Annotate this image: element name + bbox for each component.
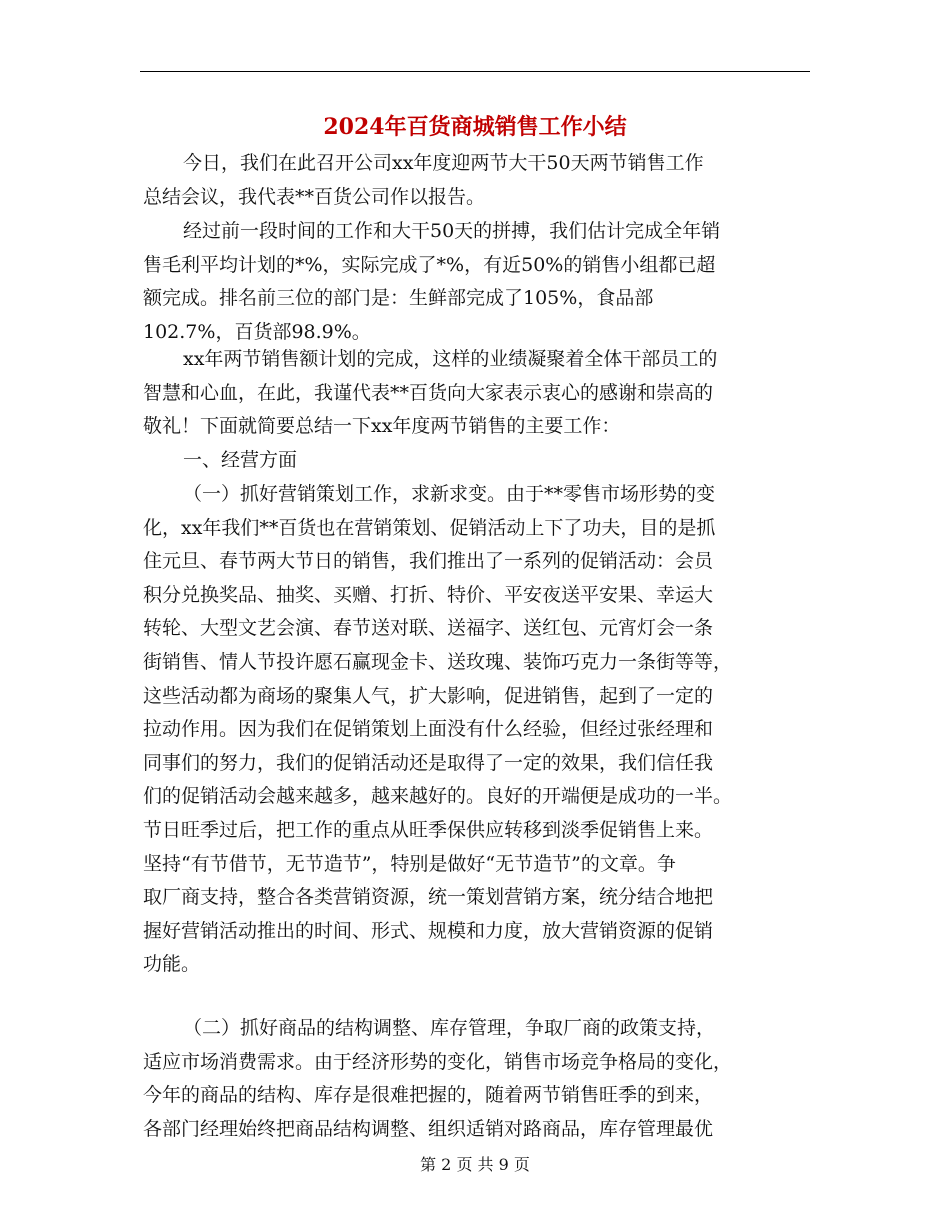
text-line: 坚持“有节借节，无节造节”，特别是做好“无节造节”的文章。争 xyxy=(143,852,676,875)
paragraph-results xyxy=(143,215,809,349)
text-line: 额完成。排名前三位的部门是：生鲜部完成了105%，食品部 xyxy=(143,287,654,310)
text-line: 积分兑换奖品、抽奖、买赠、打折、特价、平安夜送平安果、幸运大 xyxy=(143,583,714,606)
text-line: 102.7%，百货部98.9%。 xyxy=(143,320,371,343)
paragraph-thanks xyxy=(143,343,809,444)
text-line: 同事们的努力，我们的促销活动还是取得了一定的效果，我们信任我 xyxy=(143,751,714,774)
text-line: 这些活动都为商场的聚集人气，扩大影响，促进销售，起到了一定的 xyxy=(143,684,714,707)
text-line: 拉动作用。因为我们在促销策划上面没有什么经验，但经过张经理和 xyxy=(143,718,714,741)
text-line: 街销售、情人节投许愿石赢现金卡、送玫瑰、装饰巧克力一条街等等， xyxy=(143,650,733,673)
text-line: 售毛利平均计划的*%，实际完成了*%，有近50%的销售小组都已超 xyxy=(143,253,716,276)
text-line: 住元旦、春节两大节日的销售，我们推出了一系列的促销活动：会员 xyxy=(143,550,714,573)
paragraph-merchandise xyxy=(143,1012,809,1146)
text-line: xx年两节销售额计划的完成，这样的业绩凝聚着全体干部员工的 xyxy=(183,348,718,370)
text-line: 经过前一段时间的工作和大干50天的拼搏，我们估计完成全年销 xyxy=(183,220,721,242)
page-number: 第 2 页 共 9 页 xyxy=(420,1155,530,1174)
document-title: 2024年百货商城销售工作小结 xyxy=(323,114,627,140)
text-line: 节日旺季过后，把工作的重点从旺季保供应转移到淡季促销售上来。 xyxy=(143,818,714,841)
text-line: 各部门经理始终把商品结构调整、组织适销对路商品，库存管理最优 xyxy=(143,1117,714,1140)
heading-line: 一、经营方面 xyxy=(183,449,298,471)
text-line: 取厂商支持，整合各类营销资源，统一策划营销方案，统分结合地把 xyxy=(143,886,714,909)
text-line: 智慧和心血，在此，我谨代表**百货向大家表示衷心的感谢和崇高的 xyxy=(143,381,714,404)
text-line: 们的促销活动会越来越多，越来越好的。良好的开端便是成功的一半。 xyxy=(143,785,733,808)
text-line: 适应市场消费需求。由于经济形势的变化，销售市场竞争格局的变化， xyxy=(143,1050,733,1073)
text-line: 握好营销活动推出的时间、形式、规模和力度，放大营销资源的促销 xyxy=(143,919,714,942)
header-rule xyxy=(140,71,810,72)
text-line: 敬礼！下面就简要总结一下xx年度两节销售的主要工作： xyxy=(143,415,621,438)
text-line: 今年的商品的结构、库存是很难把握的，随着两节销售旺季的到来， xyxy=(143,1084,714,1107)
paragraph-marketing xyxy=(143,478,809,982)
text-line: （二）抓好商品的结构调整、库存管理，争取厂商的政策支持， xyxy=(183,1017,716,1039)
text-line: （一）抓好营销策划工作，求新求变。由于**零售市场形势的变 xyxy=(183,483,716,505)
text-line: 转轮、大型文艺会演、春节送对联、送福字、送红包、元宵灯会一条 xyxy=(143,617,714,640)
text-line: 总结会议，我代表**百货公司作以报告。 xyxy=(143,185,486,208)
section-heading xyxy=(143,444,809,478)
text-line: 化，xx年我们**百货也在营销策划、促销活动上下了功夫，目的是抓 xyxy=(143,516,716,539)
text-line: 今日，我们在此召开公司xx年度迎两节大干50天两节销售工作 xyxy=(183,152,704,174)
text-line: 功能。 xyxy=(143,953,201,976)
paragraph-opening xyxy=(143,147,809,214)
